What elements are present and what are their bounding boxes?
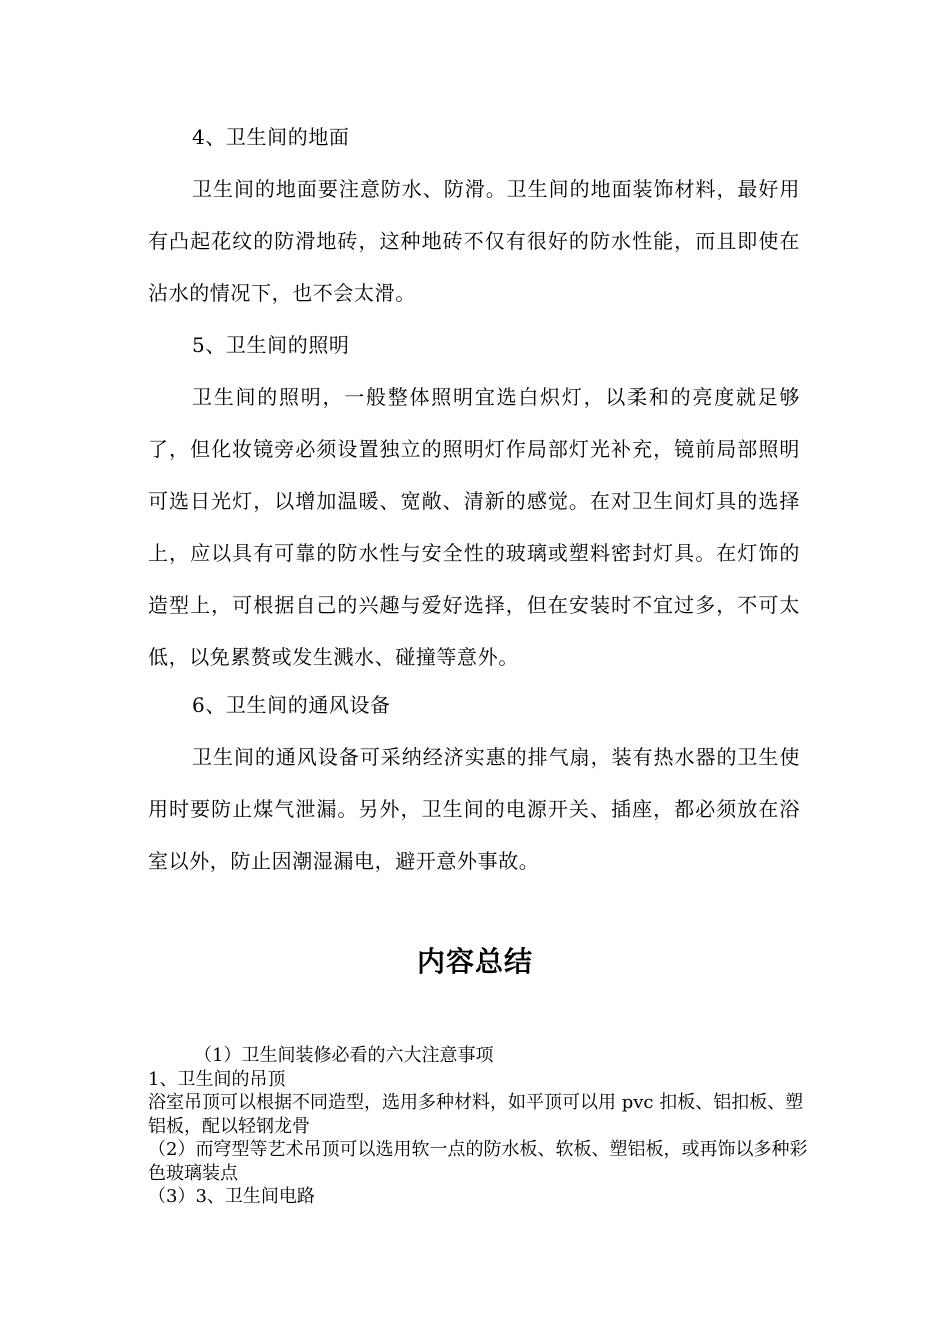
section-paragraph-6: 卫生间的通风设备可采纳经济实惠的排气扇，装有热水器的卫生使用时要防止煤气泄漏。另外，卫生间的电源开关、插座，都必须放在浴室以外，防止因潮湿漏电，避开意外事故。	[148, 745, 800, 873]
summary-block	[148, 1044, 808, 1209]
summary-line: 1、卫生间的吊顶	[148, 1068, 286, 1090]
summary-line: （1）卫生间装修必看的六大注意事项	[194, 1045, 494, 1066]
summary-line: 浴室吊顶可以根据不同造型，选用多种材料，如平顶可以用 pvc 扣板、铝扣板、塑铝板，配以轻钢龙骨	[148, 1092, 804, 1137]
section-paragraph-4: 卫生间的地面要注意防水、防滑。卫生间的地面装饰材料，最好用有凸起花纹的防滑地砖，这种地砖不仅有很好的防水性能，而且即使在沾水的情况下，也不会太滑。	[148, 177, 800, 305]
section-heading-6: 6、卫生间的通风设备	[192, 693, 391, 717]
summary-line: （3）3、卫生间电路	[148, 1186, 315, 1207]
section-heading-4: 4、卫生间的地面	[192, 125, 350, 149]
summary-title: 内容总结	[416, 945, 533, 978]
section-heading-5: 5、卫生间的照明	[192, 333, 350, 357]
summary-line: （2）而穹型等艺术吊顶可以选用软一点的防水板、软板、塑铝板，或再饰以多种彩色玻璃装点	[148, 1139, 808, 1184]
section-paragraph-5: 卫生间的照明，一般整体照明宜选白炽灯，以柔和的亮度就足够了，但化妆镜旁必须设置独立的照明灯作局部灯光补充，镜前局部照明可选日光灯，以增加温暖、宽敞、清新的感觉。在对卫生间灯具的选择上，应以具有可靠的防水性与安全性的玻璃或塑料密封灯具。在灯饰的造型上，可根据自己的兴趣与爱好选择，但在安装时不宜过多，不可太低，以免累赘或发生溅水、碰撞等意外。	[148, 385, 800, 669]
